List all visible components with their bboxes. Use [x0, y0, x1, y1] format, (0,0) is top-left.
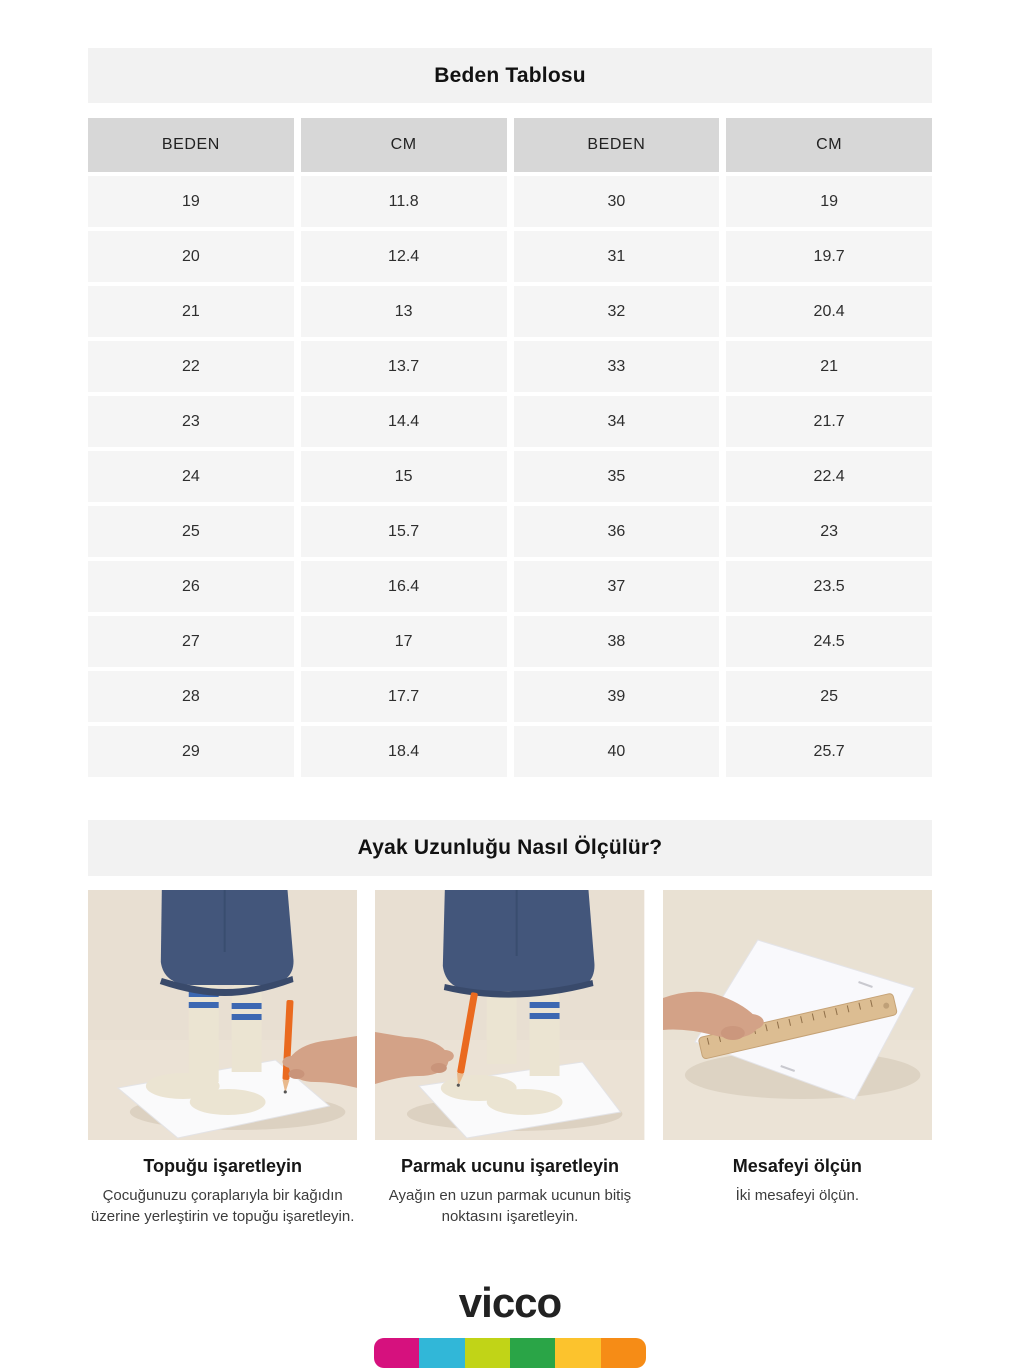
- table-cell: 14.4: [301, 396, 507, 447]
- size-table: [88, 118, 932, 777]
- step-title: Mesafeyi ölçün: [732, 1156, 862, 1176]
- brand-color-bar-segment: [601, 1338, 646, 1368]
- table-cell: 26: [88, 561, 294, 612]
- step-title: Parmak ucunu işaretleyin: [400, 1156, 620, 1176]
- table-cell: 13.7: [301, 341, 507, 392]
- table-cell: 35: [514, 451, 720, 502]
- table-cell: 31: [514, 231, 720, 282]
- table-cell: 17: [301, 616, 507, 667]
- step-description: Ayağın en uzun parmak ucunun bitiş noktasını işaretleyin.: [388, 1187, 632, 1226]
- brand-color-bar: [374, 1338, 646, 1368]
- column-header: CM: [301, 118, 507, 172]
- column-header: BEDEN: [514, 118, 720, 172]
- step-title: Topuğu işaretleyin: [143, 1156, 302, 1176]
- table-cell: 19: [726, 176, 932, 227]
- brand-color-bar-segment: [465, 1338, 510, 1368]
- table-cell: 34: [514, 396, 720, 447]
- table-cell: 36: [514, 506, 720, 557]
- table-cell: 20: [88, 231, 294, 282]
- table-cell: 40: [514, 726, 720, 777]
- table-cell: 20.4: [726, 286, 932, 337]
- table-cell: 22: [88, 341, 294, 392]
- mark-heel-illustration: [88, 890, 357, 1140]
- column-header: CM: [726, 118, 932, 172]
- step-photo-mark-toe: [375, 890, 644, 1140]
- table-cell: 21: [88, 286, 294, 337]
- table-cell: 23.5: [726, 561, 932, 612]
- step-photo-measure: [663, 890, 932, 1140]
- step-card-heel: [88, 890, 357, 1228]
- brand-color-bar-segment: [510, 1338, 555, 1368]
- step-card-toe: [375, 890, 644, 1228]
- table-cell: 25: [726, 671, 932, 722]
- ruler-measure-illustration: [663, 890, 932, 1140]
- table-cell: 25: [88, 506, 294, 557]
- step-photo-mark-heel: [88, 890, 357, 1140]
- table-cell: 11.8: [301, 176, 507, 227]
- table-cell: 22.4: [726, 451, 932, 502]
- howto-steps: [88, 890, 932, 1228]
- brand-color-bar-segment: [555, 1338, 600, 1368]
- step-description: İki mesafeyi ölçün.: [735, 1187, 860, 1204]
- page: [88, 0, 932, 1368]
- footer: [88, 1278, 932, 1368]
- table-cell: 18.4: [301, 726, 507, 777]
- table-cell: 25.7: [726, 726, 932, 777]
- table-cell: 32: [514, 286, 720, 337]
- howto-title-banner: [88, 820, 932, 876]
- brand-logo: vicco: [458, 1278, 562, 1326]
- mark-toe-illustration: [375, 890, 644, 1140]
- table-cell: 17.7: [301, 671, 507, 722]
- size-table-title: Beden Tablosu: [434, 63, 586, 87]
- howto-title: Ayak Uzunluğu Nasıl Ölçülür?: [357, 836, 663, 859]
- table-cell: 19.7: [726, 231, 932, 282]
- table-cell: 28: [88, 671, 294, 722]
- size-table-title-banner: [88, 48, 932, 103]
- column-header: BEDEN: [88, 118, 294, 172]
- table-cell: 23: [88, 396, 294, 447]
- table-cell: 39: [514, 671, 720, 722]
- table-cell: 21: [726, 341, 932, 392]
- table-cell: 30: [514, 176, 720, 227]
- table-cell: 23: [726, 506, 932, 557]
- brand-color-bar-segment: [374, 1338, 419, 1368]
- table-cell: 19: [88, 176, 294, 227]
- table-cell: 16.4: [301, 561, 507, 612]
- table-cell: 15: [301, 451, 507, 502]
- step-description: Çocuğunuzu çoraplarıyla bir kağıdın üzerine yerleştirin ve topuğu işaretleyin.: [90, 1187, 355, 1226]
- table-cell: 24.5: [726, 616, 932, 667]
- step-card-measure: [663, 890, 932, 1228]
- table-cell: 38: [514, 616, 720, 667]
- table-cell: 37: [514, 561, 720, 612]
- table-cell: 12.4: [301, 231, 507, 282]
- table-cell: 29: [88, 726, 294, 777]
- brand-color-bar-segment: [419, 1338, 464, 1368]
- table-cell: 15.7: [301, 506, 507, 557]
- table-cell: 33: [514, 341, 720, 392]
- table-cell: 21.7: [726, 396, 932, 447]
- table-cell: 24: [88, 451, 294, 502]
- table-cell: 27: [88, 616, 294, 667]
- table-cell: 13: [301, 286, 507, 337]
